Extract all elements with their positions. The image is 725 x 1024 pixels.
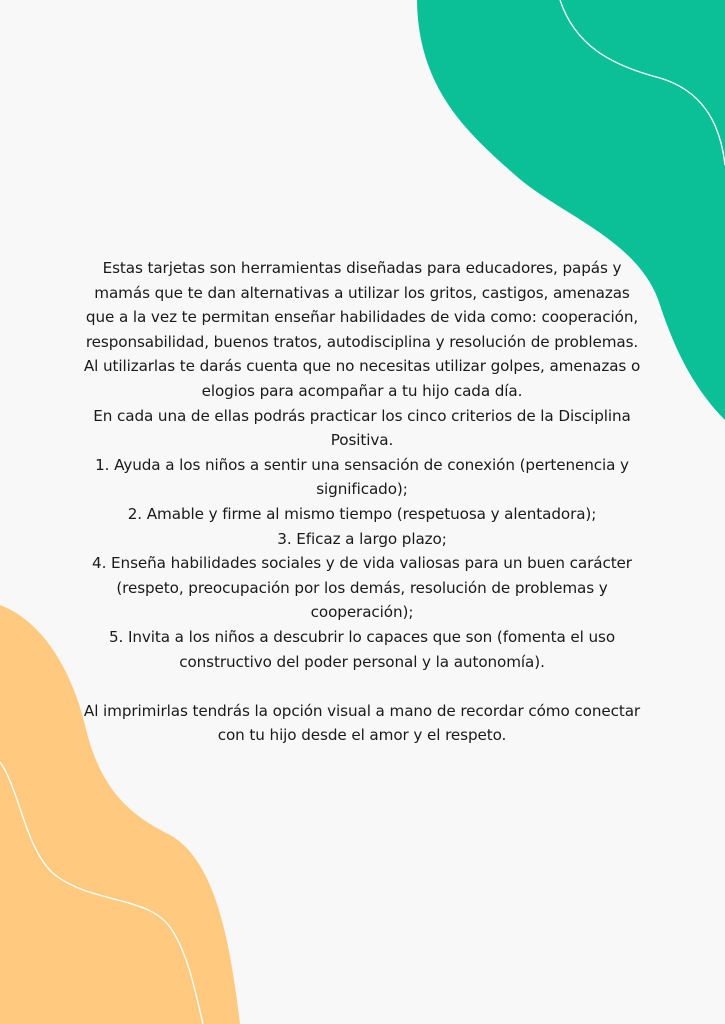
intro-paragraph: Estas tarjetas son herramientas diseñadas para educadores, papás y mamás que te dan alternativas a utilizar los gritos, castigos, amenazas que a la vez te permitan enseñar habilidades de vida como: cooperación, responsabilidad, buenos tratos, autodisciplina y resolución de problemas. — [85, 259, 639, 351]
second-paragraph: Al utilizarlas te darás cuenta que no necesitas utilizar golpes, amenazas o elogios para acompañar a tu hijo cada día. — [83, 357, 641, 400]
criteria-intro: En cada una de ellas podrás practicar los cinco criterios de la Disciplina Positiva. — [93, 406, 631, 450]
body-text — [78, 256, 646, 748]
criterion-3: 3. Eficaz a largo plazo; — [277, 529, 447, 548]
criterion-4: 4. Enseña habilidades sociales y de vida valiosas para un buen carácter (respeto, preocupación por los demás, resolución de problemas y cooperación); — [92, 554, 632, 622]
closing-paragraph: Al imprimirlas tendrás la opción visual a mano de recordar cómo conectar con tu hijo desde el amor y el respeto. — [83, 701, 641, 745]
criterion-5: 5. Invita a los niños a descubrir lo capaces que son (fomenta el uso constructivo del poder personal y la autonomía). — [108, 627, 616, 671]
criterion-2: 2. Amable y firme al mismo tiempo (respetuosa y alentadora); — [127, 504, 597, 523]
paragraph-spacer — [78, 674, 646, 699]
criterion-1: 1. Ayuda a los niños a sentir una sensación de conexión (pertenencia y significado); — [95, 455, 629, 499]
